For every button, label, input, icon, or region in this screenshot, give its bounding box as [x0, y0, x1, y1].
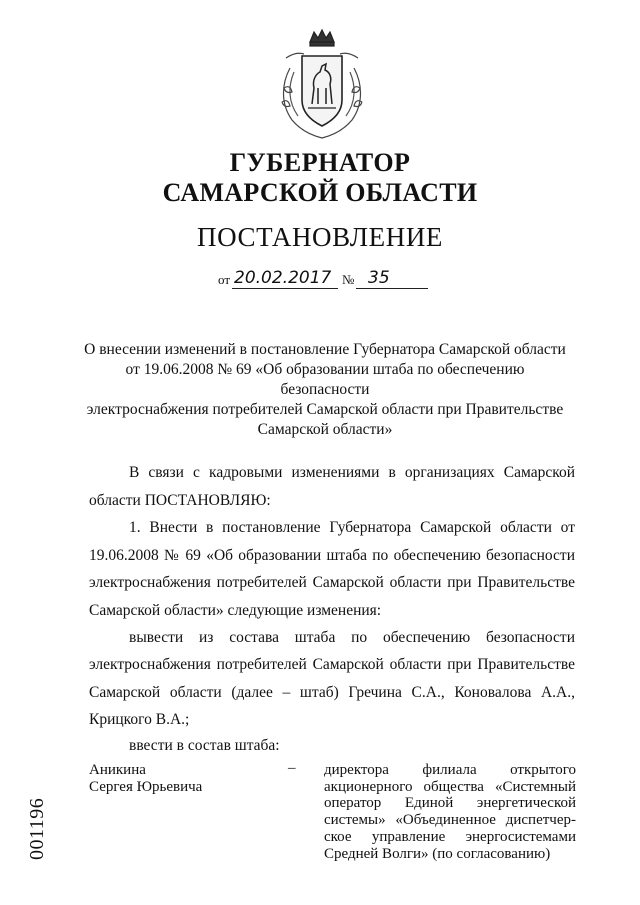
registration-stamp: [20, 790, 50, 860]
position-line: акционерного общества «Системный: [324, 778, 576, 795]
body-line: Крицкого В.А.;: [89, 711, 190, 728]
member-surname: Аникина: [89, 762, 146, 778]
coat-of-arms-emblem: [272, 28, 372, 140]
body-line: области ПОСТАНОВЛЯЮ:: [89, 492, 271, 509]
subject-line: электроснабжения потребителей Самарской области при Правительстве: [86, 401, 564, 418]
document-subject: [80, 340, 570, 440]
subject-line: от 19.06.2008 № 69 «Об образовании штаба по обеспечению безопасности: [125, 361, 525, 398]
body-line: вывести из состава штаба по обеспечению безопасности: [129, 629, 575, 646]
body-line: электроснабжения потребителей Самарской области при Правительстве: [89, 574, 575, 591]
stamp-number: 001196: [26, 797, 48, 860]
subject-line: Самарской области»: [257, 421, 393, 438]
position-line: Средней Волги» (по согласованию): [324, 845, 551, 862]
body-line: 19.06.2008 № 69 «Об образовании штаба по обеспечению безопасности: [89, 547, 575, 564]
position-line: оператор Единой энергетической: [324, 795, 576, 812]
body-line: Самарской области (далее – штаб) Гречина С.А., Коновалова А.А.,: [89, 684, 575, 701]
position-line: ское управление энергосистемами: [324, 828, 576, 845]
date-value: 20.02.2017: [234, 268, 332, 288]
position-line: системы» «Объединенное диспетчер-: [324, 812, 576, 829]
body-line: 1. Внести в постановление Губернатора Самарской области от: [129, 519, 575, 536]
number-value: 35: [368, 268, 390, 288]
position-line: директора филиала открытого: [324, 762, 576, 778]
body-line: Самарской области» следующие изменения:: [89, 602, 382, 619]
body-line: электроснабжения потребителей Самарской области при Правительстве: [89, 656, 575, 673]
member-given-name: Сергея Юрьевича: [89, 779, 203, 795]
member-name: [89, 762, 269, 796]
member-position: [324, 762, 576, 862]
body-line: ввести в состав штаба:: [129, 737, 280, 754]
subject-line: О внесении изменений в постановление Губернатора Самарской области: [84, 341, 566, 358]
number-prefix: №: [342, 272, 355, 287]
date-prefix: от: [218, 272, 231, 287]
member-dash: –: [288, 760, 296, 776]
date-number-line: [218, 268, 438, 292]
header-title-line2: САМАРСКОЙ ОБЛАСТИ: [162, 178, 478, 207]
body-line: В связи с кадровыми изменениями в организациях Самарской: [129, 464, 575, 481]
document-type: ПОСТАНОВЛЕНИЕ: [196, 222, 444, 252]
header-title-line1: ГУБЕРНАТОР: [229, 148, 411, 177]
